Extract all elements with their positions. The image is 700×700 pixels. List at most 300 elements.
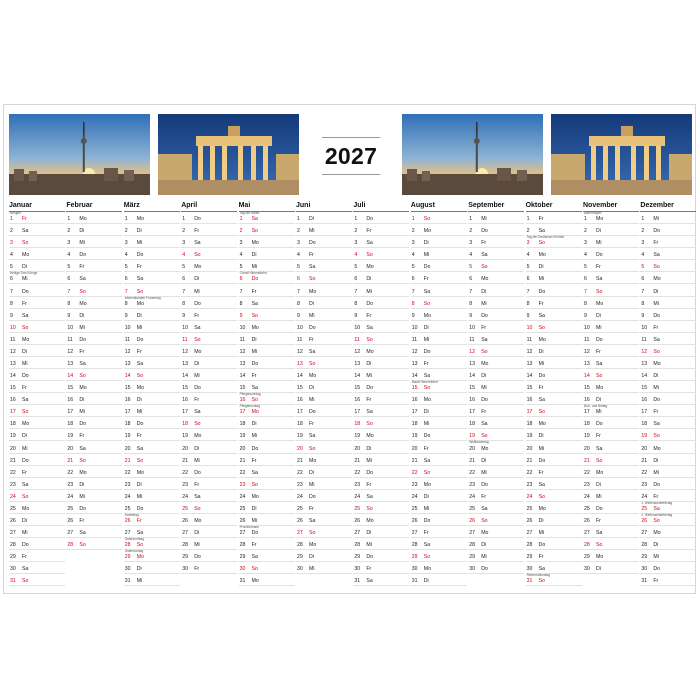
brandenburg-gate-photo-icon: [158, 114, 299, 195]
day-row: [9, 212, 65, 224]
weekday-label: So: [251, 481, 258, 488]
day-row: [353, 309, 409, 321]
day-row: [526, 526, 582, 538]
day-number: 15: [411, 385, 418, 392]
day-number: 14: [239, 373, 246, 380]
day-number: 21: [641, 457, 648, 464]
day-row: [124, 454, 180, 466]
day-row: [640, 297, 696, 309]
day-number: 17: [182, 409, 188, 416]
weekday-label: Fr: [22, 469, 27, 476]
day-row: [296, 393, 352, 405]
day-number: 26: [10, 518, 16, 525]
day-number: 18: [469, 421, 475, 428]
weekday-label: Fr: [194, 312, 200, 319]
day-number: 5: [124, 264, 128, 271]
weekday-label: Fr: [653, 578, 659, 585]
day-row: [239, 490, 295, 502]
weekday-label: Do: [136, 505, 144, 512]
holiday-label: Allerheiligen: [584, 211, 602, 215]
day-number: 18: [641, 421, 648, 428]
day-number: 15: [297, 385, 303, 392]
day-row: [239, 466, 295, 478]
tv-tower-sunset-photo-icon: [402, 114, 543, 195]
day-number: 5: [584, 264, 587, 271]
weekday-label: Sa: [423, 373, 431, 380]
day-row: [181, 502, 237, 514]
day-number: 3: [411, 240, 415, 247]
weekday-label: Di: [251, 505, 257, 512]
day-row: [66, 441, 122, 453]
day-row: [583, 550, 639, 562]
day-number: 16: [239, 397, 246, 404]
day-number: 30: [239, 566, 246, 573]
weekday-label: Do: [251, 361, 259, 368]
holiday-label: Ostermontag: [124, 549, 144, 554]
day-number: 10: [239, 324, 246, 331]
day-row: [181, 284, 237, 296]
day-row: [353, 321, 409, 333]
day-number: 10: [584, 324, 590, 331]
day-number: 14: [641, 373, 648, 380]
day-number: 20: [67, 445, 74, 452]
weekday-label: Di: [22, 433, 27, 440]
weekday-label: Di: [423, 493, 429, 500]
weekday-label: Do: [251, 445, 259, 452]
day-number: 9: [297, 312, 300, 319]
day-row: [526, 417, 582, 429]
day-row: [9, 514, 65, 526]
day-row: [468, 405, 524, 417]
weekday-label: So: [481, 348, 488, 355]
day-row: [181, 538, 237, 550]
weekday-label: Do: [423, 264, 431, 271]
day-number: 8: [239, 300, 243, 307]
day-number: 25: [67, 505, 74, 512]
day-row: [583, 260, 639, 272]
day-number: 27: [411, 530, 418, 537]
day-number: 22: [526, 469, 533, 476]
photo-tv-tower-left: [9, 114, 150, 195]
day-row: [181, 236, 237, 248]
day-row: [124, 236, 180, 248]
day-row: [353, 297, 409, 309]
day-row: [124, 429, 180, 441]
weekday-label: Mo: [194, 348, 202, 355]
day-number: 20: [641, 445, 648, 452]
photo-brandenburg-gate-left: [158, 114, 299, 195]
day-number: 20: [411, 445, 418, 452]
weekday-label: Do: [194, 300, 201, 307]
day-number: 26: [297, 518, 303, 525]
day-row: [468, 212, 524, 224]
weekday-label: So: [22, 578, 29, 585]
day-number: 30: [411, 566, 418, 573]
day-number: 26: [239, 518, 246, 525]
weekday-label: Mo: [538, 336, 546, 343]
day-number: 18: [411, 421, 418, 428]
day-row: [296, 478, 352, 490]
day-row: [66, 369, 122, 381]
day-row: [640, 405, 696, 417]
weekday-label: Sa: [653, 252, 660, 259]
weekday-label: Do: [22, 542, 29, 549]
day-row: [411, 490, 467, 502]
weekday-label: Mo: [423, 312, 432, 319]
day-row: [9, 248, 65, 260]
weekday-label: Fr: [194, 228, 200, 235]
day-number: 23: [584, 481, 590, 488]
day-number: 26: [584, 518, 590, 525]
day-number: 18: [124, 421, 131, 428]
day-row: [239, 574, 295, 586]
weekday-label: Di: [366, 530, 372, 537]
day-row: [353, 417, 409, 429]
day-number: 28: [354, 542, 361, 549]
day-row: [353, 369, 409, 381]
day-number: 29: [584, 554, 590, 561]
day-row: [181, 369, 237, 381]
weekday-label: Mo: [79, 469, 87, 476]
holiday-label: Internationaler Frauentag: [124, 295, 161, 300]
day-number: 12: [297, 348, 303, 355]
day-row: [181, 490, 237, 502]
day-number: 16: [182, 397, 188, 404]
weekday-label: Di: [136, 312, 142, 319]
weekday-label: Fr: [22, 554, 27, 561]
weekday-label: Do: [423, 518, 431, 525]
day-row: [124, 490, 180, 502]
day-row: [583, 478, 639, 490]
day-row: [526, 212, 582, 224]
day-number: 15: [67, 385, 74, 392]
day-number: 31: [641, 578, 648, 585]
day-row: [296, 321, 352, 333]
day-row: [468, 441, 524, 453]
weekday-label: Sa: [136, 445, 144, 452]
weekday-label: Mi: [423, 336, 430, 343]
weekday-label: Di: [596, 397, 601, 404]
day-number: 19: [124, 433, 131, 440]
weekday-label: Fr: [653, 324, 659, 331]
weekday-label: So: [136, 542, 144, 549]
day-number: 11: [67, 336, 73, 343]
day-number: 22: [411, 469, 418, 476]
day-number: 11: [297, 336, 303, 343]
day-row: [526, 393, 582, 405]
weekday-label: Di: [136, 566, 142, 573]
day-row: [9, 345, 65, 357]
day-number: 28: [641, 542, 648, 549]
day-number: 26: [67, 518, 74, 525]
weekday-label: Di: [538, 348, 544, 355]
day-number: 16: [411, 397, 418, 404]
day-row: [239, 284, 295, 296]
day-number: 27: [239, 530, 246, 537]
day-number: 12: [182, 348, 188, 355]
weekday-label: Fr: [194, 481, 200, 488]
photo-brandenburg-gate-right: [551, 114, 692, 195]
weekday-label: Mo: [194, 264, 202, 271]
weekday-label: Sa: [481, 505, 488, 512]
weekday-label: Mi: [423, 421, 430, 428]
day-row: [353, 405, 409, 417]
day-number: 8: [354, 300, 358, 307]
day-number: 8: [297, 300, 300, 307]
weekday-label: Sa: [194, 409, 201, 416]
weekday-label: Mi: [366, 542, 372, 549]
weekday-label: Di: [538, 518, 544, 525]
day-number: 16: [124, 397, 131, 404]
day-number: 11: [239, 336, 245, 343]
day-number: 22: [584, 469, 590, 476]
weekday-label: Sa: [366, 409, 373, 416]
weekday-label: Fr: [79, 348, 85, 355]
weekday-label: Sa: [22, 481, 29, 488]
day-row: [468, 526, 524, 538]
weekday-label: Do: [309, 493, 316, 500]
day-row: [239, 224, 295, 236]
day-row: [239, 212, 295, 224]
month-name: April: [181, 201, 237, 212]
day-number: 5: [239, 264, 243, 271]
weekday-label: So: [194, 421, 201, 428]
day-row: [526, 260, 582, 272]
day-row: [353, 284, 409, 296]
day-number: 13: [526, 361, 533, 368]
day-number: 6: [67, 276, 71, 283]
day-row: [468, 466, 524, 478]
day-number: 23: [411, 481, 418, 488]
day-number: 3: [10, 240, 13, 247]
day-number: 3: [297, 240, 300, 247]
day-number: 11: [411, 336, 418, 343]
day-number: 4: [526, 252, 530, 259]
day-row: [640, 526, 696, 538]
day-row: [124, 417, 180, 429]
day-row: [66, 538, 122, 550]
day-row: [640, 345, 696, 357]
day-number: 15: [182, 385, 188, 392]
day-number: 24: [584, 493, 590, 500]
weekday-label: Mo: [136, 300, 145, 307]
day-number: 31: [526, 578, 533, 585]
weekday-label: Fr: [309, 505, 314, 512]
month-name: Juli: [353, 201, 409, 212]
year-heading: [322, 137, 380, 175]
day-row: [640, 417, 696, 429]
day-row: [640, 514, 696, 526]
weekday-label: Sa: [538, 228, 545, 235]
day-number: 22: [182, 469, 188, 476]
weekday-label: Mi: [136, 493, 143, 500]
day-number: 12: [239, 348, 246, 355]
day-number: 3: [239, 240, 243, 247]
day-row: [296, 297, 352, 309]
day-number: 29: [239, 554, 246, 561]
weekday-label: Mi: [481, 300, 487, 307]
weekday-label: Mi: [596, 493, 602, 500]
day-row: [468, 297, 524, 309]
weekday-label: Di: [309, 216, 314, 223]
weekday-label: Mi: [653, 385, 659, 392]
weekday-label: Mo: [136, 385, 145, 392]
day-row: [9, 490, 65, 502]
weekday-label: Mo: [596, 554, 604, 561]
weekday-label: Sa: [251, 554, 258, 561]
weekday-label: Mi: [538, 530, 545, 537]
day-number: 1: [10, 216, 13, 223]
day-row: [526, 429, 582, 441]
day-row: [181, 357, 237, 369]
day-number: 31: [411, 578, 418, 585]
day-number: 23: [67, 481, 74, 488]
day-row: [583, 309, 639, 321]
day-number: 1: [239, 216, 243, 223]
day-number: 17: [67, 409, 74, 416]
weekday-label: So: [366, 336, 373, 343]
day-row: [239, 297, 295, 309]
day-number: 21: [354, 457, 361, 464]
day-row: [411, 417, 467, 429]
weekday-label: So: [22, 493, 29, 500]
day-row: [583, 236, 639, 248]
day-number: 21: [124, 457, 131, 464]
weekday-label: Mi: [481, 385, 487, 392]
day-number: 23: [526, 481, 533, 488]
day-row: [526, 405, 582, 417]
weekday-label: Di: [366, 276, 372, 283]
day-number: 10: [354, 324, 361, 331]
day-row: [353, 538, 409, 550]
day-row: [66, 248, 122, 260]
day-number: 8: [67, 300, 71, 307]
day-row: [411, 550, 467, 562]
weekday-label: Di: [423, 409, 429, 416]
day-number: 16: [641, 397, 648, 404]
day-number: 5: [526, 264, 530, 271]
weekday-label: Mi: [538, 445, 545, 452]
day-number: 1: [124, 216, 128, 223]
day-row: [9, 297, 65, 309]
day-row: [640, 309, 696, 321]
day-number: 25: [354, 505, 361, 512]
weekday-label: Mi: [653, 216, 659, 223]
weekday-label: Di: [596, 481, 601, 488]
day-number: 24: [239, 493, 246, 500]
day-number: 18: [182, 421, 188, 428]
day-row: [411, 212, 467, 224]
day-row: [468, 333, 524, 345]
day-row: [239, 309, 295, 321]
weekday-label: So: [423, 469, 431, 476]
day-row: [583, 297, 639, 309]
month-column: [468, 201, 524, 574]
day-number: 24: [124, 493, 131, 500]
day-row: [239, 454, 295, 466]
month-column: [583, 201, 639, 574]
day-row: [526, 478, 582, 490]
day-number: 19: [641, 433, 648, 440]
day-row: [640, 260, 696, 272]
weekday-label: So: [251, 397, 258, 404]
day-row: [296, 357, 352, 369]
weekday-label: So: [538, 493, 545, 500]
day-number: 27: [297, 530, 303, 537]
holiday-label: Buß- und Bettag: [584, 404, 608, 409]
weekday-label: Di: [136, 481, 142, 488]
weekday-label: Mi: [309, 312, 315, 319]
day-row: [526, 538, 582, 550]
day-number: 13: [584, 361, 590, 368]
day-row: [181, 272, 237, 284]
weekday-label: Di: [309, 469, 314, 476]
day-row: [296, 550, 352, 562]
weekday-label: So: [309, 276, 316, 283]
weekday-label: Do: [194, 216, 201, 223]
weekday-label: Mi: [136, 324, 143, 331]
day-row: [640, 321, 696, 333]
day-row: [583, 369, 639, 381]
day-row: [239, 429, 295, 441]
day-row: [9, 454, 65, 466]
day-number: 6: [411, 276, 415, 283]
day-number: 15: [584, 385, 590, 392]
holiday-label: Weltkindertag: [469, 440, 489, 445]
weekday-label: Mo: [136, 554, 145, 561]
day-row: [239, 333, 295, 345]
day-row: [583, 357, 639, 369]
day-row: [526, 441, 582, 453]
day-row: [296, 502, 352, 514]
day-row: [9, 357, 65, 369]
day-number: 25: [641, 505, 648, 512]
day-number: 22: [354, 469, 361, 476]
weekday-label: Di: [79, 228, 85, 235]
day-number: 10: [10, 324, 16, 331]
day-number: 29: [469, 554, 475, 561]
day-number: 6: [10, 276, 13, 283]
weekday-label: Mi: [596, 240, 602, 247]
day-number: 5: [182, 264, 186, 271]
weekday-label: Di: [79, 397, 85, 404]
day-row: [9, 417, 65, 429]
day-row: [9, 429, 65, 441]
day-row: [181, 321, 237, 333]
day-number: 22: [67, 469, 74, 476]
day-number: 21: [584, 457, 590, 464]
day-number: 12: [469, 348, 475, 355]
weekday-label: Do: [423, 348, 431, 355]
weekday-label: Mi: [251, 433, 258, 440]
weekday-label: Sa: [79, 530, 86, 537]
day-number: 3: [67, 240, 71, 247]
weekday-label: Sa: [481, 336, 488, 343]
day-number: 9: [67, 312, 71, 319]
day-row: [411, 309, 467, 321]
day-row: [640, 538, 696, 550]
weekday-label: Di: [481, 288, 487, 295]
weekday-label: Di: [22, 348, 27, 355]
weekday-label: Sa: [366, 240, 373, 247]
weekday-label: Mi: [309, 397, 315, 404]
day-number: 31: [124, 578, 131, 585]
weekday-label: Mo: [194, 433, 202, 440]
day-number: 30: [182, 566, 188, 573]
weekday-label: Do: [538, 373, 546, 380]
day-number: 20: [354, 445, 361, 452]
day-number: 17: [354, 409, 361, 416]
